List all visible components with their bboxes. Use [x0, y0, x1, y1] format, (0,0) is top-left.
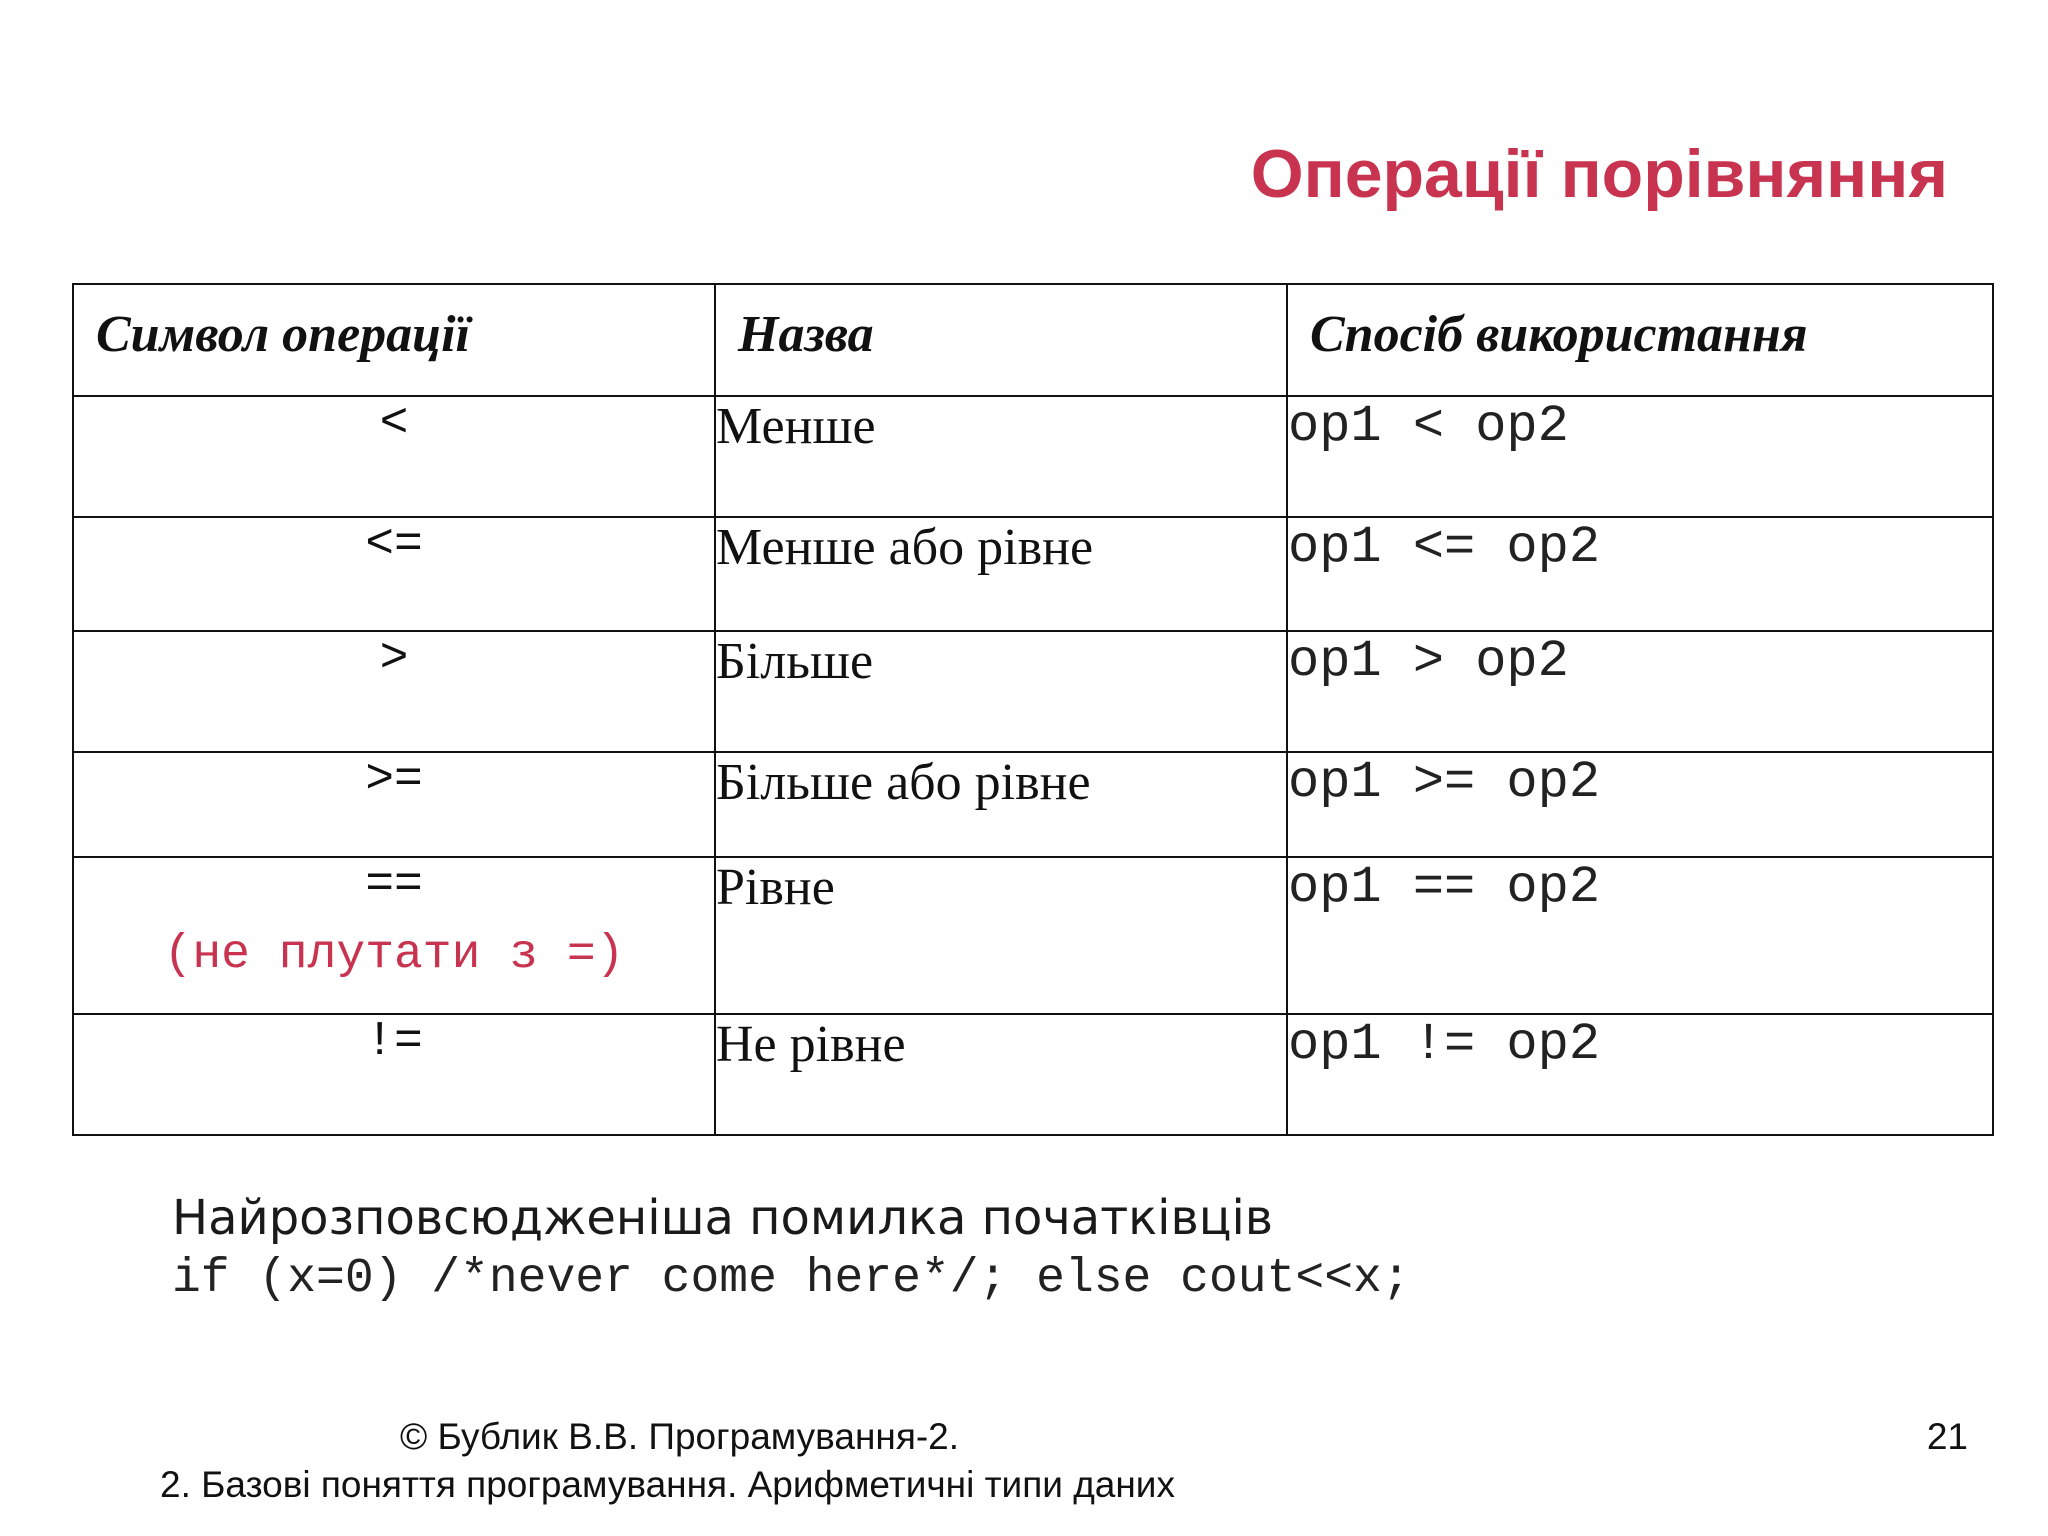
usage-cell: op1 <= op2 [1287, 517, 1993, 631]
table-header-row [73, 284, 1993, 396]
usage-cell: op1 >= op2 [1287, 752, 1993, 857]
usage-cell: op1 > op2 [1287, 631, 1993, 752]
symbol-warning-note: (не плутати з =) [163, 928, 625, 982]
common-mistake-code: if (x=0) /*never come here*/; else cout<<x; [172, 1252, 1411, 1306]
name-cell: Не рівне [715, 1014, 1287, 1135]
usage-cell: op1 != op2 [1287, 1014, 1993, 1135]
table-row [73, 517, 1993, 631]
usage-cell: op1 < op2 [1287, 396, 1993, 517]
symbol-cell: < [73, 396, 715, 517]
table-row [73, 752, 1993, 857]
footer-author: © Бублик В.В. Програмування-2. [400, 1416, 960, 1457]
common-mistake-heading: Найрозповсюдженіша помилка початківців [172, 1190, 1274, 1246]
footer-topic: 2. Базові поняття програмування. Арифметичні типи даних [160, 1464, 1175, 1505]
comparison-operators-table [72, 283, 1994, 1136]
slide-title: Операції порівняння [1250, 136, 1948, 212]
name-cell: Менше або рівне [715, 517, 1287, 631]
name-cell: Менше [715, 396, 1287, 517]
table-row [73, 631, 1993, 752]
common-mistake-block [172, 1188, 1411, 1306]
header-symbol: Символ операції [73, 284, 715, 396]
symbol-cell: != [73, 1014, 715, 1135]
page-number: 21 [1926, 1416, 1968, 1457]
table-row [73, 1014, 1993, 1135]
symbol-cell: <= [73, 517, 715, 631]
header-usage: Спосіб використання [1287, 284, 1993, 396]
table-row [73, 857, 1993, 1014]
name-cell: Більше [715, 631, 1287, 752]
symbol-text: == [365, 858, 423, 912]
name-cell: Більше або рівне [715, 752, 1287, 857]
symbol-cell: >= [73, 752, 715, 857]
table-row [73, 396, 1993, 517]
name-cell: Рівне [715, 857, 1287, 1014]
usage-cell: op1 == op2 [1287, 857, 1993, 1014]
symbol-cell [73, 857, 715, 1014]
symbol-cell: > [73, 631, 715, 752]
header-name: Назва [715, 284, 1287, 396]
